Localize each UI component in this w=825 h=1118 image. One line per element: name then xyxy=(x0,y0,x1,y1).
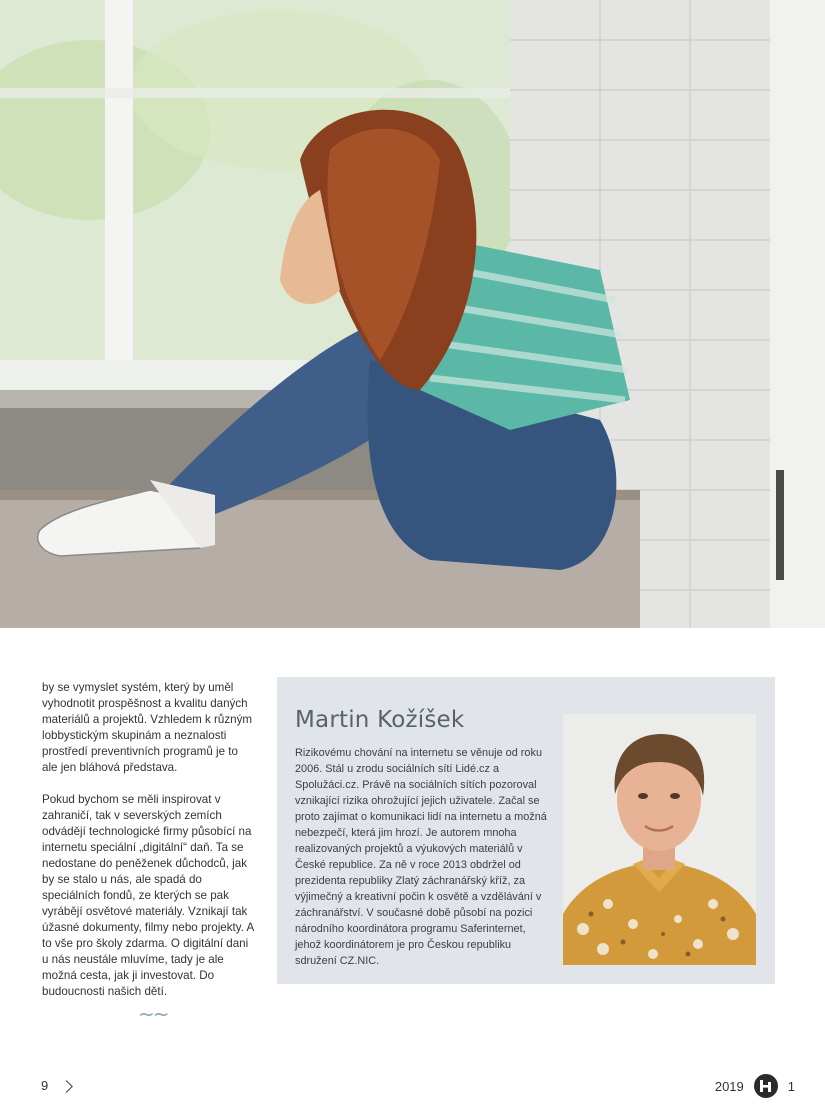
author-bio-box xyxy=(277,677,775,984)
author-bio-text: Rizikovému chování na internetu se věnuje od roku 2006. Stál u zrodu sociálních sítí Lidé.cz a Spolužáci.cz. Právě na sociálních sítích pozoroval vznikající rizika ohrožující jejich uživatele. Začal se proto zajímat o komunikaci lidí na internetu a možná nebezpečí, která jim hrozí. Je autorem mnoha realizovaných projektů a výukových materiálů v České republice. Za ně v roce 2013 obdržel od prezidenta republiky Zlatý záchranářský kříž, za výjimečný a kreativní počin k osvětě a vzdělávání v záchranářství. V současné době působí na pozici národního koordinátora programu Saferinternet, jehož koordinátorem je pro Českou republiku sdružení CZ.NIC. xyxy=(295,747,547,967)
article-paragraph: by se vymyslet systém, který by uměl vyhodnotit prospěšnost a kvalitu daných materiálů a projektů. Vzhledem k různým lobbystickým skupinám a neznalosti prostředí preventivních programů je to ale jen bláhová představa. xyxy=(42,681,253,774)
page-number: 9 xyxy=(41,1078,49,1093)
portrait-illustration xyxy=(563,714,756,965)
article-end-mark: ~~ xyxy=(138,1002,168,1026)
footer-issue xyxy=(715,1074,795,1098)
author-photo xyxy=(563,714,756,965)
issue-number: 1 xyxy=(787,1078,795,1094)
article-column xyxy=(42,680,254,1016)
author-name: Martin Kožíšek xyxy=(295,707,465,733)
article-paragraph: Pokud bychom se měli inspirovat v zahraničí, tak v severských zemích odvádějí technologické firmy působící na internetu speciální „digitální“ daň. Ta se nedostane do peněženek důchodců, jak by se stalo u nás, ale spadá do speciálních fondů, ze kterých se pak vyrábějí osvětové materiály. Vznikají tak úžasné dokumenty, filmy nebo projekty. A to vše pro školy zdarma. O digitální dani u nás neustále mluvíme, tady je ale možná cesta, jak ji investovat. Do budoucnosti našich dětí. xyxy=(42,793,254,998)
chevron-right-icon[interactable] xyxy=(60,1080,73,1093)
issue-year: 2019 xyxy=(714,1078,744,1094)
footer-pagination xyxy=(41,1078,71,1093)
hn-logo-icon xyxy=(754,1074,778,1098)
